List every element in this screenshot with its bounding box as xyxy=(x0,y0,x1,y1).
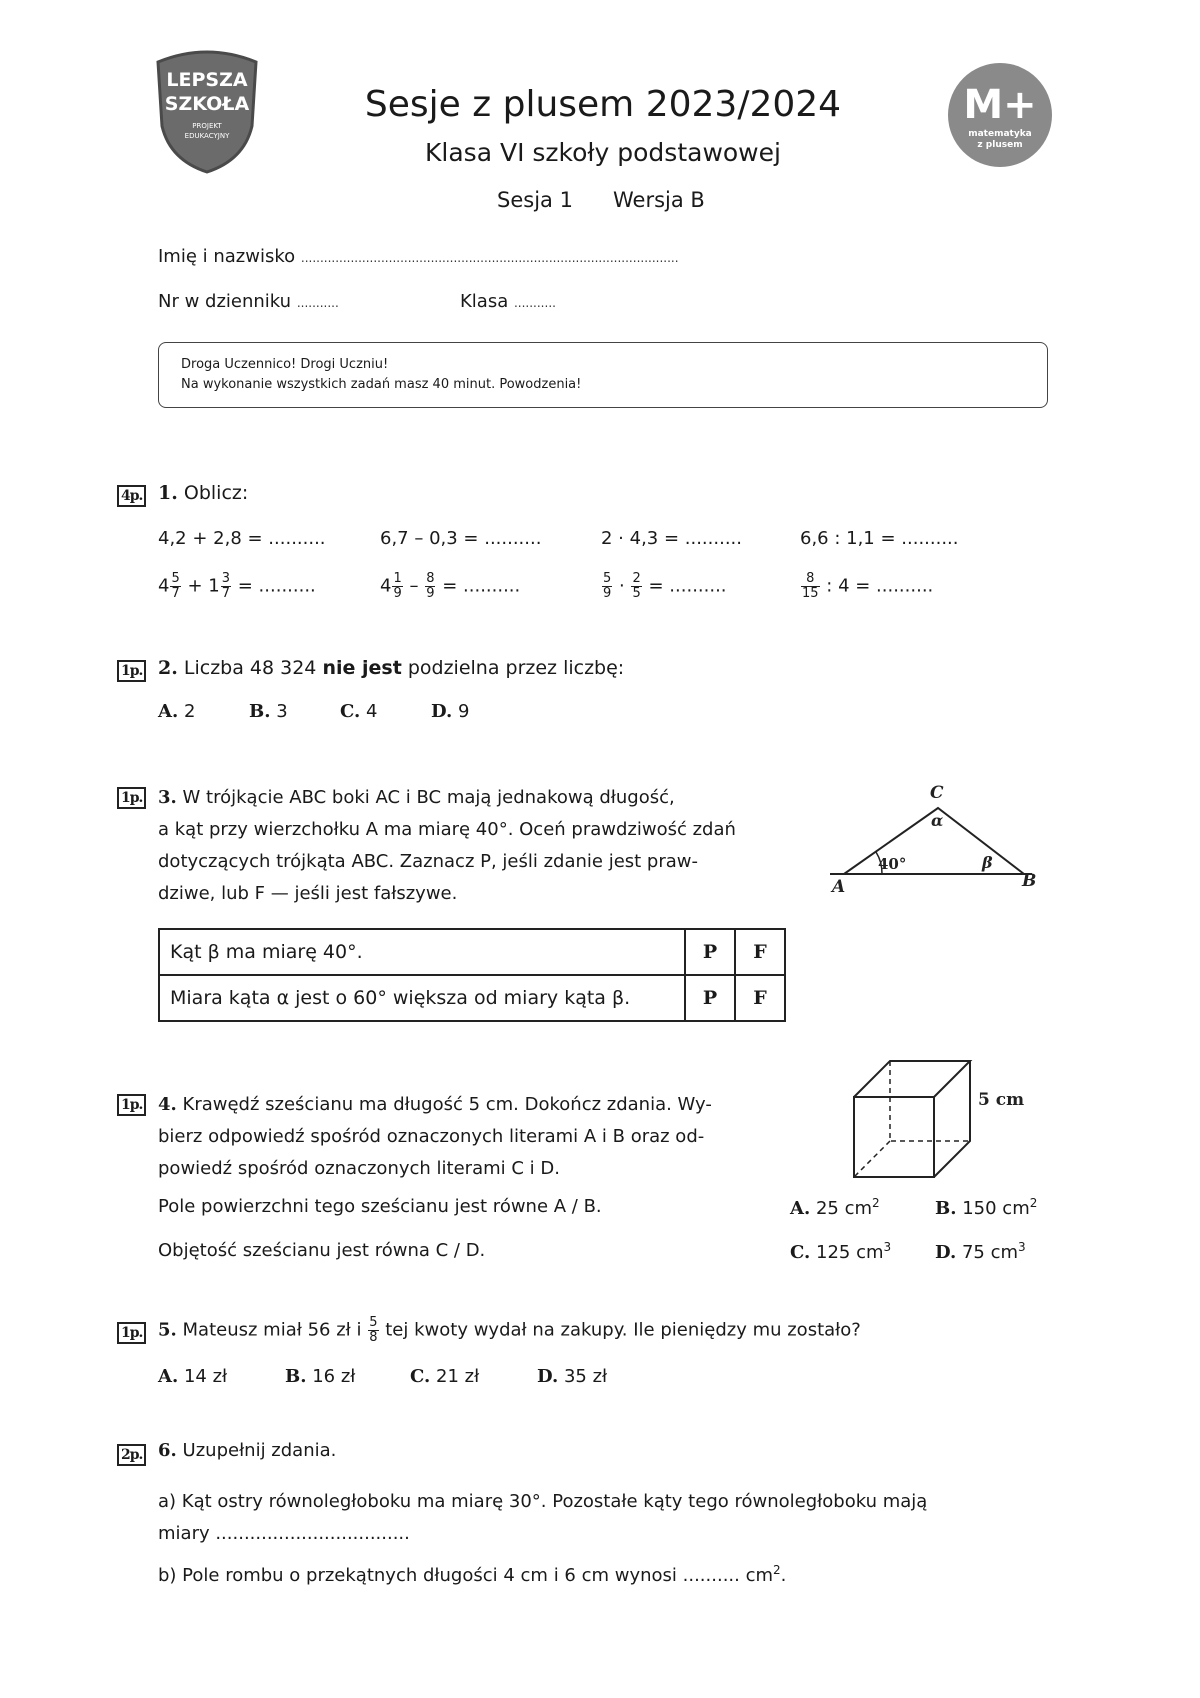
notice-line-1: Droga Uczennico! Drogi Uczniu! xyxy=(181,357,389,372)
q4-line-1-text: Krawędź sześcianu ma długość 5 cm. Dokończ zdania. Wy- xyxy=(182,1094,712,1115)
vertex-c-label: C xyxy=(930,783,944,803)
q4-line-3: powiedź spośród oznaczonych literami C i D. xyxy=(158,1158,560,1179)
alpha-label: α xyxy=(931,811,944,830)
numerator: 5 xyxy=(603,571,612,586)
q1-expr-6[interactable] xyxy=(380,572,520,601)
numerator: 5 xyxy=(171,571,180,586)
answer-blank: : 4 = .......... xyxy=(826,575,934,597)
page-subtitle: Klasa VI szkoły podstawowej xyxy=(425,138,781,167)
q4-points-badge: 1p. xyxy=(117,1094,146,1116)
name-row xyxy=(158,246,679,267)
option-value: 9 xyxy=(457,701,470,722)
option-letter: C. xyxy=(410,1366,431,1387)
q1-expr-5[interactable] xyxy=(158,572,316,601)
q5-option-a[interactable] xyxy=(158,1366,227,1387)
option-exponent: 3 xyxy=(1018,1240,1026,1254)
q3-line-3: dotyczących trójkąta ABC. Zaznacz P, jeśli zdanie jest praw- xyxy=(158,851,698,872)
option-letter: B. xyxy=(935,1198,957,1219)
false-option[interactable]: F xyxy=(735,929,785,975)
denominator: 9 xyxy=(426,586,435,601)
logo-line-1: LEPSZA xyxy=(166,69,248,91)
denominator: 7 xyxy=(171,586,180,601)
false-option[interactable]: F xyxy=(735,975,785,1021)
q3-line-2: a kąt przy wierzchołku A ma miarę 40°. Oceń prawdziwość zdań xyxy=(158,819,736,840)
q1-expr-2[interactable]: 6,7 – 0,3 = .......... xyxy=(380,528,542,549)
q2-heading xyxy=(158,657,624,679)
statement-cell: Miara kąta α jest o 60° większa od miary kąta β. xyxy=(159,975,685,1021)
q6-part-a-line-2: miary .................................. xyxy=(158,1523,410,1544)
q2-text-c: podzielna przez liczbę: xyxy=(401,657,625,679)
q3-text xyxy=(158,782,798,910)
q3-line-1-text: W trójkącie ABC boki AC i BC mają jednakową długość, xyxy=(182,787,675,808)
right-logo xyxy=(945,60,1055,170)
fraction xyxy=(221,572,231,601)
page-title: Sesje z plusem 2023/2024 xyxy=(364,84,842,125)
left-logo xyxy=(152,48,262,174)
logo-line-2: SZKOŁA xyxy=(164,93,250,115)
fraction xyxy=(170,572,180,601)
q4-line-2: bierz odpowiedź spośród oznaczonych literami A i B oraz od- xyxy=(158,1126,705,1147)
fraction xyxy=(425,572,435,601)
numerator: 1 xyxy=(393,571,402,586)
option-letter: D. xyxy=(431,701,453,722)
option-letter: A. xyxy=(158,1366,179,1387)
fraction xyxy=(368,1316,378,1345)
operator: · xyxy=(619,575,625,597)
q1-expr-3[interactable]: 2 · 4,3 = .......... xyxy=(601,528,742,549)
q2-option-a[interactable] xyxy=(158,701,195,722)
q4-cube-figure xyxy=(848,1055,1048,1185)
number-field[interactable]: ........... xyxy=(296,296,339,310)
mplus-line-2: z plusem xyxy=(977,140,1023,150)
q3-points-badge: 1p. xyxy=(117,787,146,809)
option-value: 3 xyxy=(276,701,288,722)
option-value: 2 xyxy=(183,701,196,722)
denominator: 8 xyxy=(369,1330,378,1345)
mplus-line-1: matematyka xyxy=(968,129,1032,139)
operator: + 1 xyxy=(187,575,220,597)
q6-part-a-line-1: a) Kąt ostry równoległoboku ma miarę 30°. Pozostałe kąty tego równoległoboku mają xyxy=(158,1491,928,1512)
q6-heading xyxy=(158,1440,336,1461)
option-letter: B. xyxy=(249,701,271,722)
q5-text-a: Mateusz miał 56 zł i xyxy=(182,1319,362,1341)
q5-heading xyxy=(158,1316,861,1345)
vertex-a-label: A xyxy=(832,877,846,897)
q6-part-b[interactable] xyxy=(158,1563,786,1586)
logo-line-4: EDUKACYJNY xyxy=(184,132,230,140)
denominator: 9 xyxy=(393,586,402,601)
q6-points-badge: 2p. xyxy=(117,1444,146,1466)
q1-points-badge: 4p. xyxy=(117,485,146,507)
option-value: 16 zł xyxy=(312,1366,356,1387)
q1-expr-4[interactable]: 6,6 : 1,1 = .......... xyxy=(800,528,959,549)
option-exponent: 2 xyxy=(872,1196,880,1210)
q2-text-a: Liczba 48 324 xyxy=(183,657,323,679)
q6-part-b-exponent: 2 xyxy=(773,1563,781,1577)
denominator: 5 xyxy=(632,586,641,601)
numerator: 2 xyxy=(632,571,641,586)
option-value: 25 cm xyxy=(815,1198,873,1219)
class-row xyxy=(460,291,556,312)
q3-triangle-figure xyxy=(820,778,1040,898)
q1-text: Oblicz: xyxy=(183,482,249,504)
answer-blank: = .......... xyxy=(442,575,521,597)
option-value: 35 zł xyxy=(563,1366,608,1387)
q3-number: 3. xyxy=(158,787,177,808)
triangle-icon xyxy=(820,778,1040,898)
class-label: Klasa xyxy=(460,291,509,312)
option-letter: D. xyxy=(935,1242,957,1263)
q5-option-b[interactable] xyxy=(285,1366,355,1387)
whole-part: 4 xyxy=(380,575,392,597)
m-plus-logo-icon xyxy=(945,60,1055,170)
name-label: Imię i nazwisko xyxy=(158,246,296,267)
denominator: 15 xyxy=(802,586,819,601)
option-letter: A. xyxy=(158,701,179,722)
true-option[interactable]: P xyxy=(685,975,735,1021)
operator: – xyxy=(409,575,419,597)
version-label: Wersja B xyxy=(613,188,705,212)
option-letter: C. xyxy=(790,1242,811,1263)
q1-number: 1. xyxy=(158,482,178,504)
fraction xyxy=(392,572,402,601)
option-letter: A. xyxy=(790,1198,811,1219)
option-letter: B. xyxy=(285,1366,307,1387)
number-row xyxy=(158,291,339,312)
angle-40-label: 40° xyxy=(878,855,907,873)
notice-box xyxy=(158,342,1048,408)
vertex-b-label: B xyxy=(1022,871,1037,891)
numerator: 8 xyxy=(426,571,435,586)
q4-option-a[interactable] xyxy=(790,1196,880,1219)
q5-option-c[interactable] xyxy=(410,1366,479,1387)
q2-text-bold: nie jest xyxy=(322,657,402,679)
q2-option-d[interactable] xyxy=(431,701,469,722)
q2-option-c[interactable] xyxy=(340,701,377,722)
q2-option-b[interactable] xyxy=(249,701,288,722)
whole-part: 4 xyxy=(158,575,170,597)
option-letter: D. xyxy=(537,1366,559,1387)
class-field[interactable]: ........... xyxy=(513,296,556,310)
cube-icon xyxy=(848,1055,1048,1185)
q5-text-b: tej kwoty wydał na zakupy. Ile pieniędzy mu zostało? xyxy=(385,1319,861,1341)
option-exponent: 3 xyxy=(883,1240,892,1254)
denominator: 9 xyxy=(603,586,612,601)
logo-line-3: PROJEKT xyxy=(192,122,222,130)
q6-part-b-text: b) Pole rombu o przekątnych długości 4 cm i 6 cm wynosi .......... cm xyxy=(158,1565,774,1586)
numerator: 5 xyxy=(369,1315,378,1330)
beta-label: β xyxy=(982,853,993,872)
q3-line-4: dziwe, lub F — jeśli jest fałszywe. xyxy=(158,883,458,904)
option-value: 150 cm xyxy=(962,1198,1030,1219)
q2-number: 2. xyxy=(158,657,178,679)
option-value: 4 xyxy=(366,701,378,722)
q4-option-d[interactable] xyxy=(935,1240,1026,1263)
numerator: 8 xyxy=(801,572,820,587)
fraction xyxy=(801,572,820,601)
option-value: 14 zł xyxy=(183,1366,228,1387)
q3-line-1 xyxy=(158,782,798,814)
number-label: Nr w dzienniku xyxy=(158,291,292,312)
q6-part-b-end: . xyxy=(780,1565,787,1586)
mplus-mark: M+ xyxy=(963,82,1037,128)
answer-blank: = .......... xyxy=(648,575,727,597)
q4-option-c[interactable] xyxy=(790,1240,891,1263)
q4-option-b[interactable] xyxy=(935,1196,1037,1219)
shield-logo-icon xyxy=(152,48,262,174)
session-label: Sesja 1 xyxy=(497,188,573,212)
true-option[interactable]: P xyxy=(685,929,735,975)
fraction xyxy=(602,572,612,601)
statement-cell: Kąt β ma miarę 40°. xyxy=(159,929,685,975)
fraction xyxy=(631,572,641,601)
q1-heading xyxy=(158,482,248,504)
q1-expr-1[interactable]: 4,2 + 2,8 = .......... xyxy=(158,528,326,549)
answer-blank: = .......... xyxy=(237,575,316,597)
option-letter: C. xyxy=(340,701,361,722)
q1-expr-7[interactable] xyxy=(601,572,727,601)
option-value: 21 zł xyxy=(436,1366,480,1387)
numerator: 3 xyxy=(221,571,231,586)
q6-text: Uzupełnij zdania. xyxy=(182,1440,337,1461)
q4-number: 4. xyxy=(158,1094,177,1115)
q4-text xyxy=(158,1089,798,1185)
q4-sentence-2: Objętość sześcianu jest równa C / D. xyxy=(158,1240,486,1261)
option-value: 125 cm xyxy=(816,1242,884,1263)
q6-number: 6. xyxy=(158,1440,177,1461)
q5-number: 5. xyxy=(158,1319,177,1341)
q6-part-a[interactable] xyxy=(158,1486,1053,1550)
table-row xyxy=(159,929,785,975)
q1-expr-8[interactable] xyxy=(800,572,933,601)
q3-true-false-table xyxy=(158,928,786,1022)
q4-line-1 xyxy=(158,1089,798,1121)
cube-edge-label: 5 cm xyxy=(978,1090,1025,1110)
q5-option-d[interactable] xyxy=(537,1366,607,1387)
name-field[interactable]: ................................................................................................... xyxy=(300,251,679,265)
notice-line-2: Na wykonanie wszystkich zadań masz 40 minut. Powodzenia! xyxy=(181,377,582,392)
option-value: 75 cm xyxy=(961,1242,1019,1263)
q4-sentence-1: Pole powierzchni tego sześcianu jest równe A / B. xyxy=(158,1196,602,1217)
option-exponent: 2 xyxy=(1029,1196,1038,1210)
denominator: 7 xyxy=(221,586,231,601)
q5-points-badge: 1p. xyxy=(117,1322,146,1344)
q2-points-badge: 1p. xyxy=(117,660,146,682)
table-row xyxy=(159,975,785,1021)
